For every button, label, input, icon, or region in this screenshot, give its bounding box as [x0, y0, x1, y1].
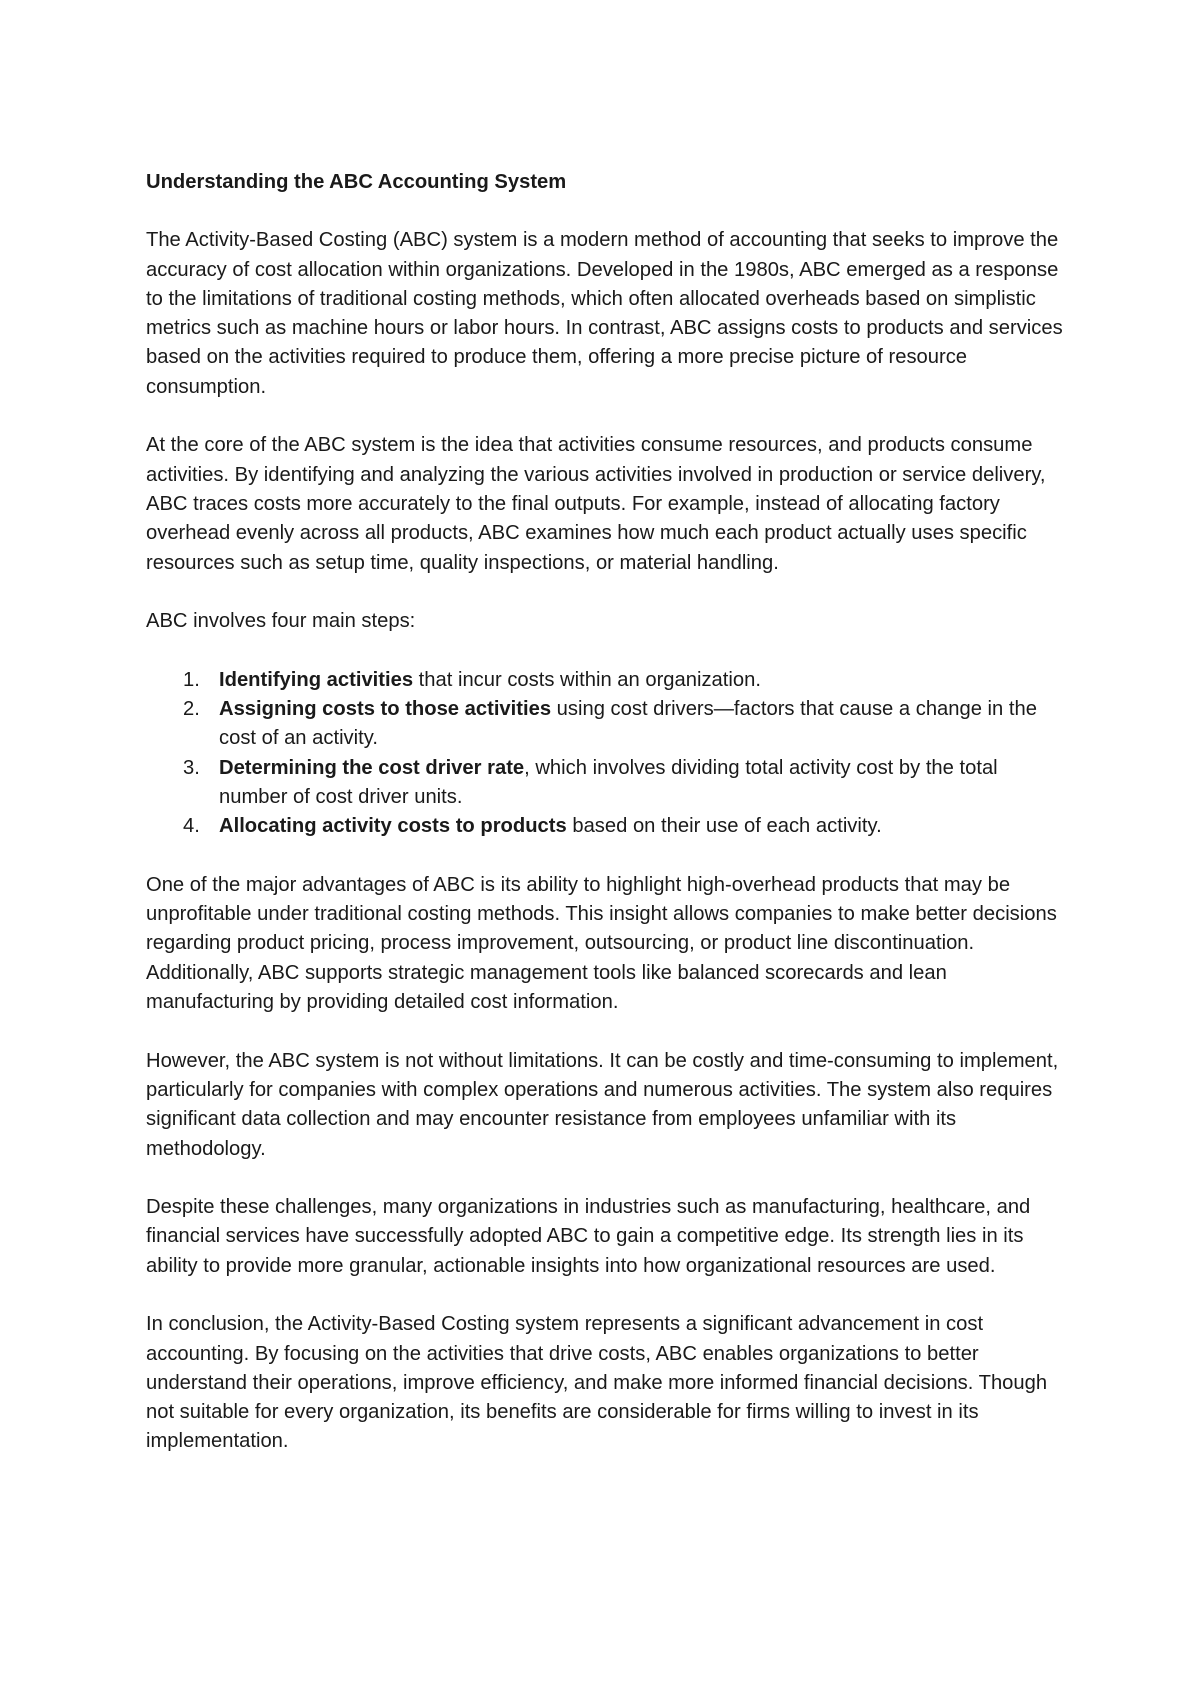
list-item-bold-text: Allocating activity costs to products	[219, 815, 567, 838]
list-item-text: based on their use of each activity.	[566, 815, 882, 838]
document-title: Understanding the ABC Accounting System	[146, 171, 567, 193]
list-item	[146, 695, 1066, 754]
list-item-number: 1.	[183, 668, 200, 691]
list-item-number: 4.	[183, 815, 200, 838]
paragraph-intro: The Activity-Based Costing (ABC) system is a modern method of accounting that seeks to improve the accuracy of cost allocation within organizations. Developed in the 1980s, ABC emerged as a response to the limitations of traditional costing methods, which often allocated overheads based on simplistic metrics such as machine hours or labor hours. In contrast, ABC assigns costs to products and services based on the activities required to produce them, offering a more precise picture of resource consumption.	[146, 229, 1063, 398]
list-item-text: that incur costs within an organization.	[413, 668, 761, 691]
document-page	[146, 168, 1066, 1486]
paragraph-adoption: Despite these challenges, many organizations in industries such as manufacturing, healthcare, and financial services have successfully adopted ABC to gain a competitive edge. Its strength lies in its ability to provide more granular, actionable insights into how organizational resources are used.	[146, 1196, 1031, 1277]
list-item-number: 2.	[183, 698, 200, 721]
paragraph-conclusion: In conclusion, the Activity-Based Costing system represents a significant advancement in cost accounting. By focusing on the activities that drive costs, ABC enables organizations to better understand their operations, improve efficiency, and make more informed financial decisions. Though not suitable for every organization, its benefits are considerable for firms willing to invest in its implementation.	[146, 1313, 1048, 1453]
list-item-bold-text: Identifying activities	[219, 668, 414, 691]
paragraph-steps-intro: ABC involves four main steps:	[146, 610, 416, 633]
list-item	[146, 666, 1066, 695]
list-item-number: 3.	[183, 756, 200, 779]
list-item	[146, 754, 1066, 813]
paragraph-limitations: However, the ABC system is not without limitations. It can be costly and time-consuming to implement, particularly for companies with complex operations and numerous activities. The system also requires significant data collection and may encounter resistance from employees unfamiliar with its methodology.	[146, 1049, 1059, 1160]
list-item-bold-text: Determining the cost driver rate	[219, 756, 525, 779]
list-item-bold-text: Assigning costs to those activities	[219, 698, 552, 721]
list-item	[146, 812, 1066, 841]
list-item-text: using cost drivers—factors that cause a change in the cost of an activity.	[219, 698, 1037, 750]
steps-list	[146, 666, 1066, 842]
paragraph-advantages: One of the major advantages of ABC is its ability to highlight high-overhead products that may be unprofitable under traditional costing methods. This insight allows companies to make better decisions regarding product pricing, process improvement, outsourcing, or product line discontinuation. Additionally, ABC supports strategic management tools like balanced scorecards and lean manufacturing by providing detailed cost information.	[146, 873, 1057, 1014]
paragraph-core-idea: At the core of the ABC system is the idea that activities consume resources, and products consume activities. By identifying and analyzing the various activities involved in production or service delivery, ABC traces costs more accurately to the final outputs. For example, instead of allocating factory overhead evenly across all products, ABC examines how much each product actually uses specific resources such as setup time, quality inspections, or material handling.	[146, 434, 1046, 574]
list-item-text: , which involves dividing total activity cost by the total number of cost driver units.	[219, 756, 998, 808]
